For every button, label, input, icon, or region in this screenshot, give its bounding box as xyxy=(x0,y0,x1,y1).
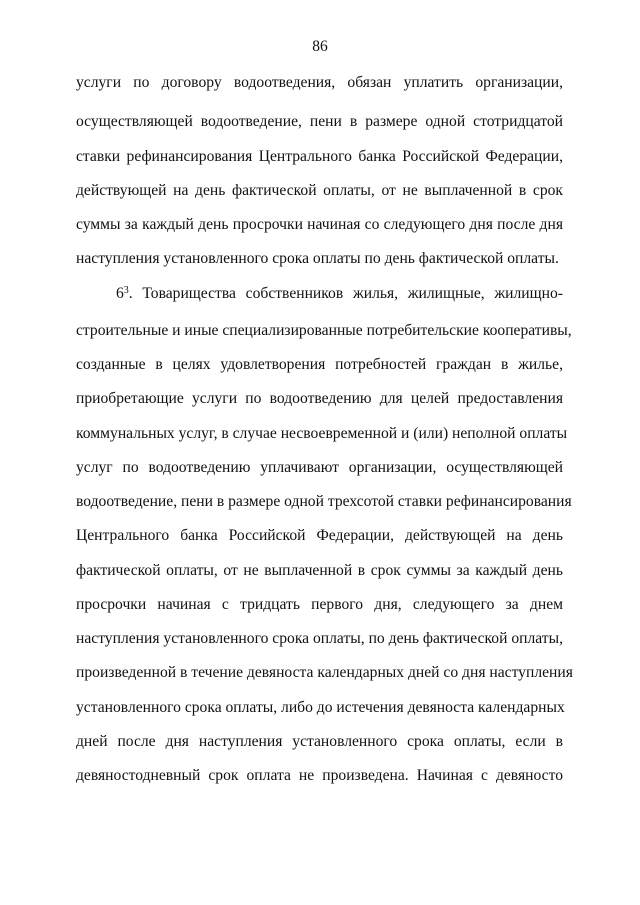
text-line: фактической оплаты, от не выплаченной в срок суммы за каждый день xyxy=(76,562,563,579)
text-line: дней после дня наступления установленного срока оплаты, если в xyxy=(76,733,563,750)
text-line: наступления установленного срока оплаты по день фактической оплаты. xyxy=(76,250,559,267)
text-line: услуги по договору водоотведения, обязан уплатить организации, xyxy=(76,74,563,91)
text-line: произведенной в течение девяноста календарных дней со дня наступления xyxy=(76,664,573,681)
text-line: девяностодневный срок оплата не произведена. Начиная с девяносто xyxy=(76,767,563,784)
text-line: просрочки начиная с тридцать первого дня, следующего за днем xyxy=(76,596,563,613)
text-line: наступления установленного срока оплаты, по день фактической оплаты, xyxy=(76,630,563,647)
text-line: коммунальных услуг, в случае несвоевременной и (или) неполной оплаты xyxy=(76,425,568,442)
text-line: действующей на день фактической оплаты, от не выплаченной в срок xyxy=(76,182,563,199)
text-line: суммы за каждый день просрочки начиная со следующего дня после дня xyxy=(76,216,563,233)
text-line: приобретающие услуги по водоотведению для целей предоставления xyxy=(76,390,563,407)
text-line-rest: . Товарищества собственников жилья, жилищные, жилищно- xyxy=(128,285,563,302)
paragraph-number-superscript: 3 xyxy=(123,285,129,296)
text-line: Центрального банка Российской Федерации, действующей на день xyxy=(76,527,563,544)
text-line: осуществляющей водоотведение, пени в размере одной стотридцатой xyxy=(76,113,563,130)
text-line: установленного срока оплаты, либо до истечения девяноста календарных xyxy=(76,699,565,716)
paragraph-number: 6 xyxy=(116,285,124,302)
text-line xyxy=(116,284,563,304)
text-line: ставки рефинансирования Центрального банка Российской Федерации, xyxy=(76,148,563,165)
text-line: водоотведение, пени в размере одной трехсотой ставки рефинансирования xyxy=(76,493,572,510)
text-line: созданные в целях удовлетворения потребностей граждан в жилье, xyxy=(76,356,563,373)
text-line: услуг по водоотведению уплачивают организации, осуществляющей xyxy=(76,459,563,476)
page-number: 86 xyxy=(312,38,328,55)
text-line: строительные и иные специализированные потребительские кооперативы, xyxy=(76,322,572,339)
